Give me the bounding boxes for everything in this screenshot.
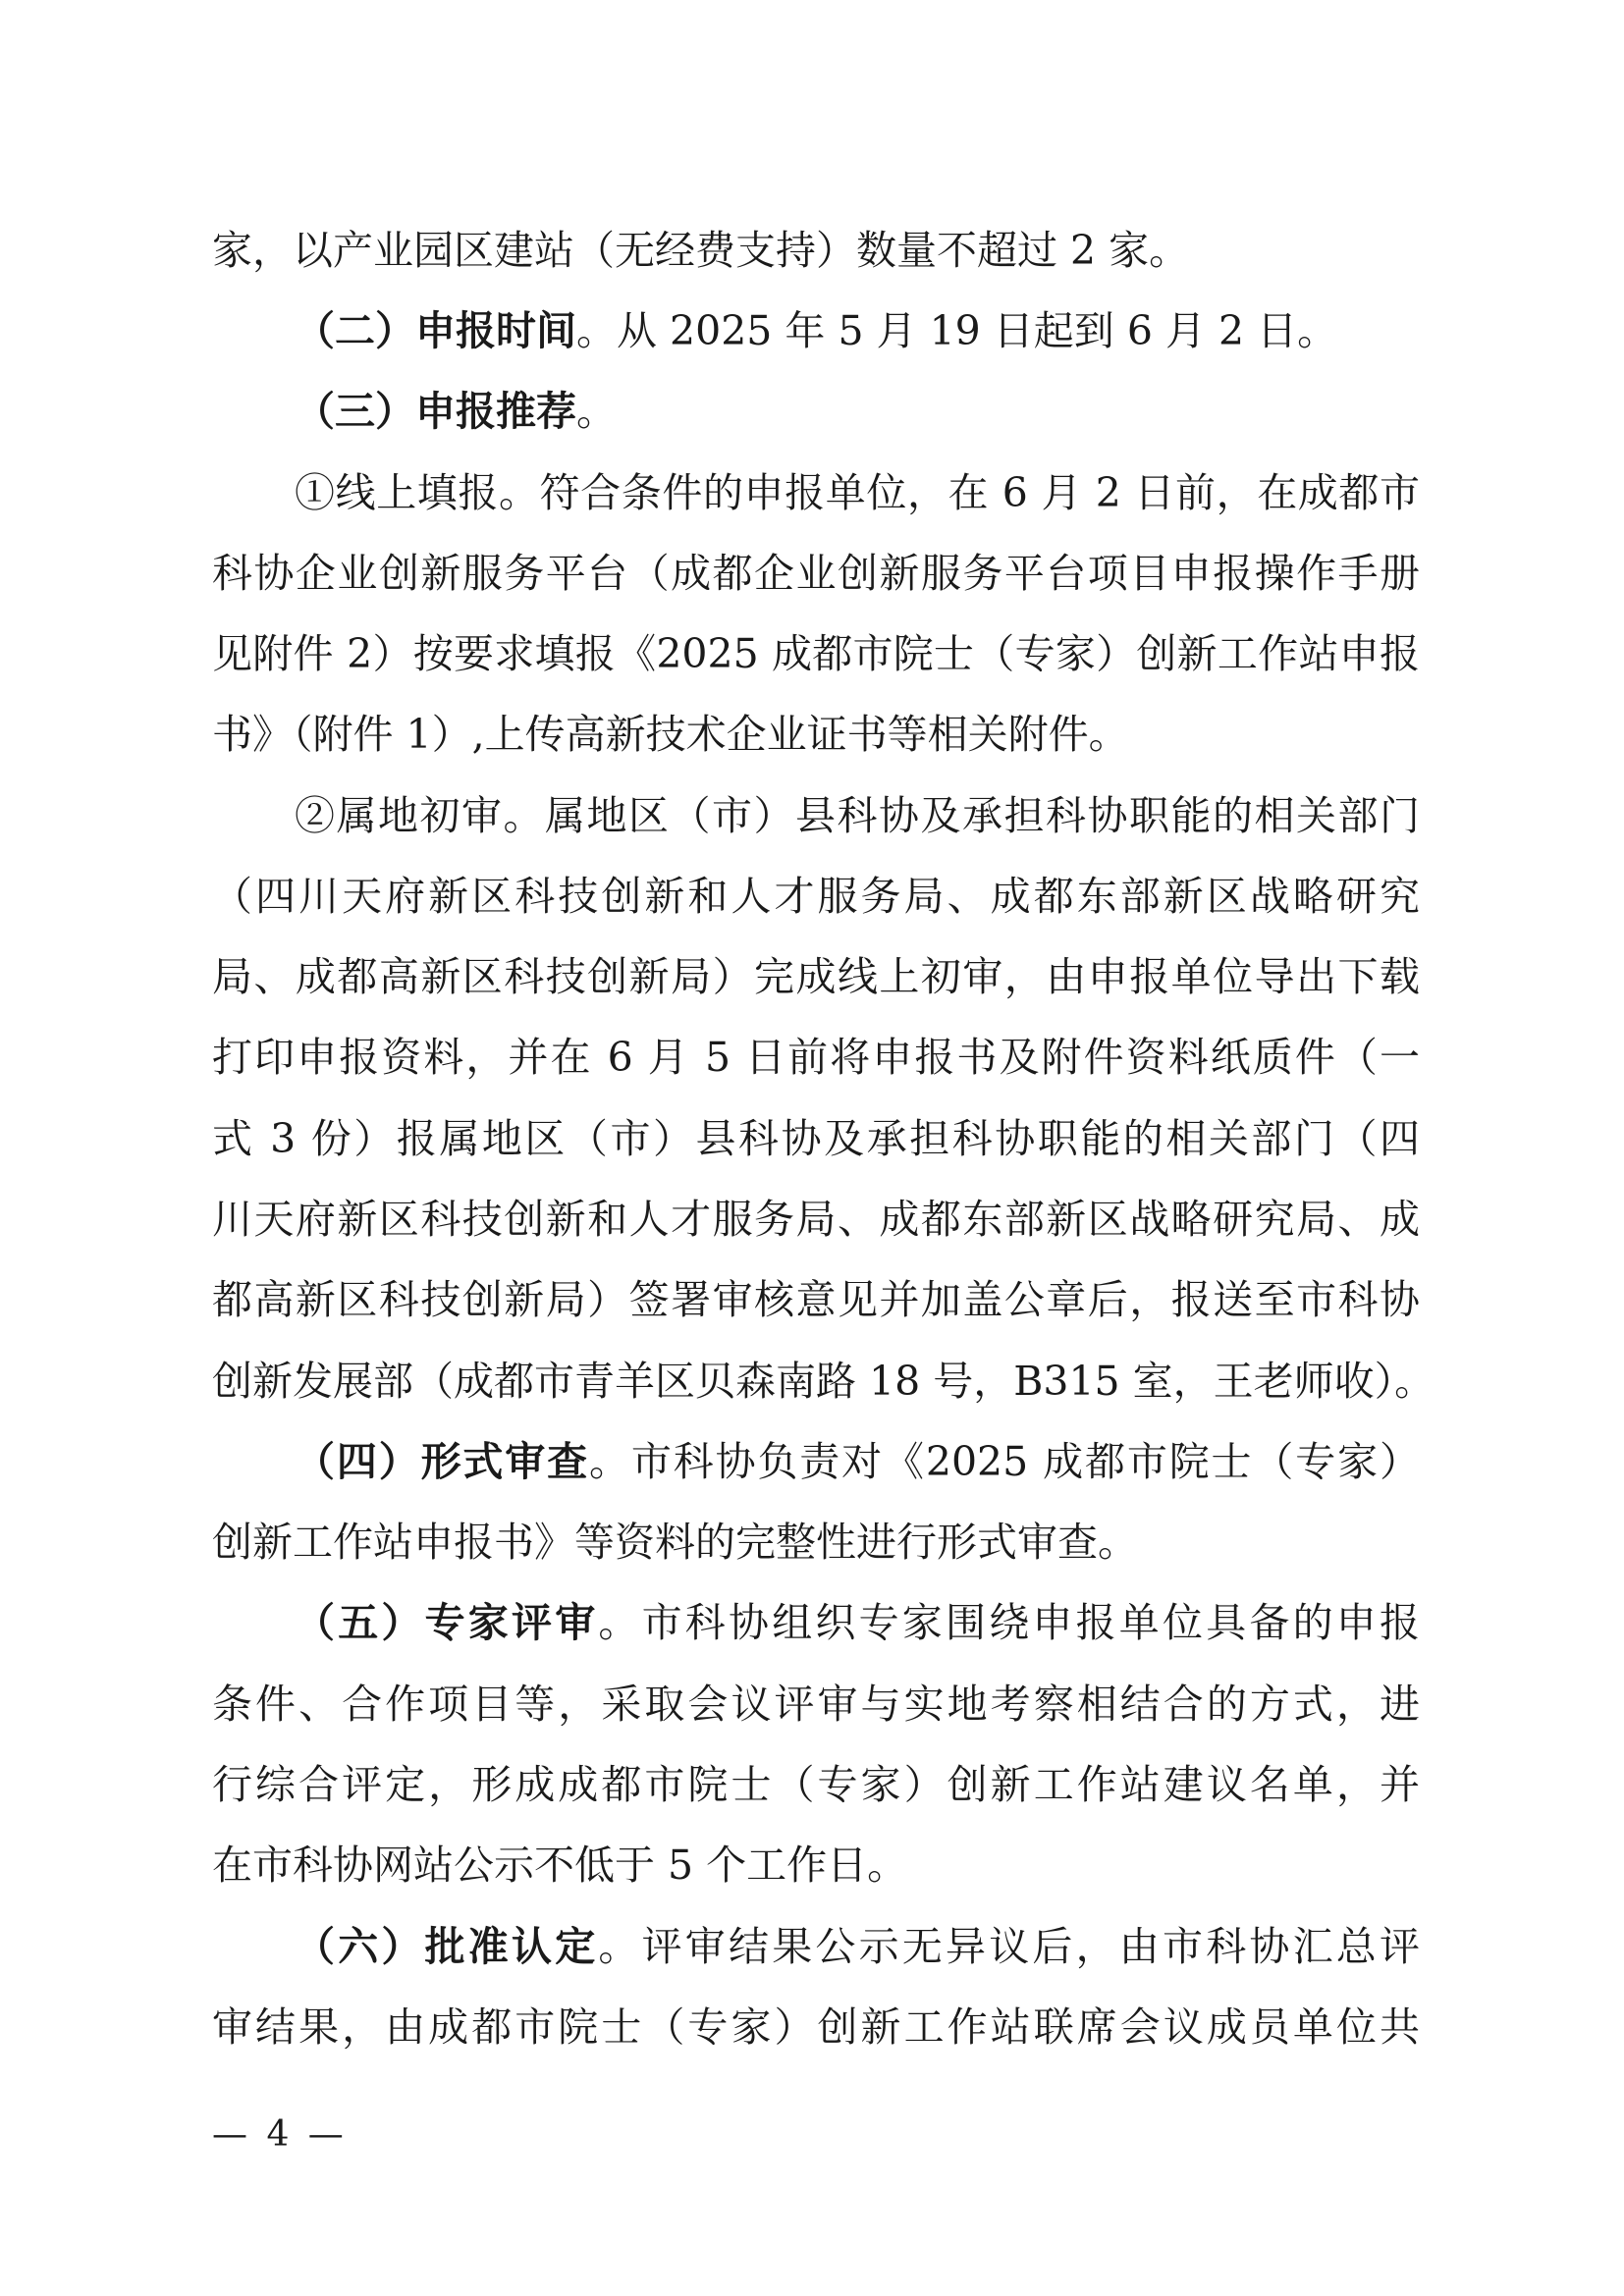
paragraph-line: 科协企业创新服务平台（成都企业创新服务平台项目申报操作手册 (212, 550, 1420, 597)
paragraph-line: 条件、合作项目等，采取会议评审与实地考察相结合的方式，进 (212, 1681, 1420, 1728)
paragraph-line: 家，以产业园区建站（无经费支持）数量不超过 2 家。 (212, 227, 1190, 274)
paragraph-line: 创新发展部（成都市青羊区贝森南路 18 号，B315 室，王老师收）。 (212, 1358, 1435, 1405)
section-heading-line: （二）申报时间。从 2025 年 5 月 19 日起到 6 月 2 日。 (295, 307, 1338, 354)
section-heading: （五）专家评审 (295, 1599, 599, 1646)
paragraph-line: 创新工作站申报书》等资料的完整性进行形式审查。 (212, 1519, 1138, 1566)
section-heading-line: （五）专家评审。市科协组织专家围绕申报单位具备的申报 (295, 1599, 1421, 1646)
paragraph-line: 局、成都高新区科技创新局）完成线上初审，由申报单位导出下载 (212, 953, 1420, 1000)
section-heading: （四）形式审查 (295, 1438, 590, 1485)
section-heading: （三）申报推荐 (295, 388, 576, 435)
section-heading-line: （三）申报推荐。 (295, 388, 617, 435)
paragraph-line: 川天府新区科技创新和人才服务局、成都东部新区战略研究局、成 (212, 1196, 1420, 1243)
paragraph-line: （四川天府新区科技创新和人才服务局、成都东部新区战略研究 (212, 873, 1420, 920)
paragraph-line: 审结果，由成都市院士（专家）创新工作站联席会议成员单位共 (212, 2003, 1420, 2051)
paragraph-line: 行综合评定，形成成都市院士（专家）创新工作站建议名单，并 (212, 1761, 1420, 1808)
paragraph-line: 打印申报资料，并在 6 月 5 日前将申报书及附件资料纸质件（一 (212, 1034, 1420, 1081)
page-number: — 4 — (212, 2114, 348, 2155)
paragraph-line: ②属地初审。属地区（市）县科协及承担科协职能的相关部门 (295, 792, 1420, 839)
paragraph-line: 书》（附件 1）,上传高新技术企业证书等相关附件。 (212, 711, 1129, 758)
paragraph-line: 都高新区科技创新局）签署审核意见并加盖公章后，报送至市科协 (212, 1276, 1420, 1323)
section-heading: （二）申报时间 (295, 307, 576, 354)
paragraph-line: ①线上填报。符合条件的申报单位，在 6 月 2 日前，在成都市 (295, 469, 1420, 516)
section-heading: （六）批准认定 (295, 1923, 599, 1970)
paragraph-line: 在市科协网站公示不低于 5 个工作日。 (212, 1842, 908, 1889)
section-heading-line: （四）形式审查。市科协负责对《2025 成都市院士（专家） (295, 1438, 1420, 1485)
paragraph-line: 式 3 份）报属地区（市）县科协及承担科协职能的相关部门（四 (212, 1115, 1420, 1162)
paragraph-line: 见附件 2）按要求填报《2025 成都市院士（专家）创新工作站申报 (212, 630, 1420, 677)
section-heading-line: （六）批准认定。评审结果公示无异议后，由市科协汇总评 (295, 1923, 1421, 1970)
